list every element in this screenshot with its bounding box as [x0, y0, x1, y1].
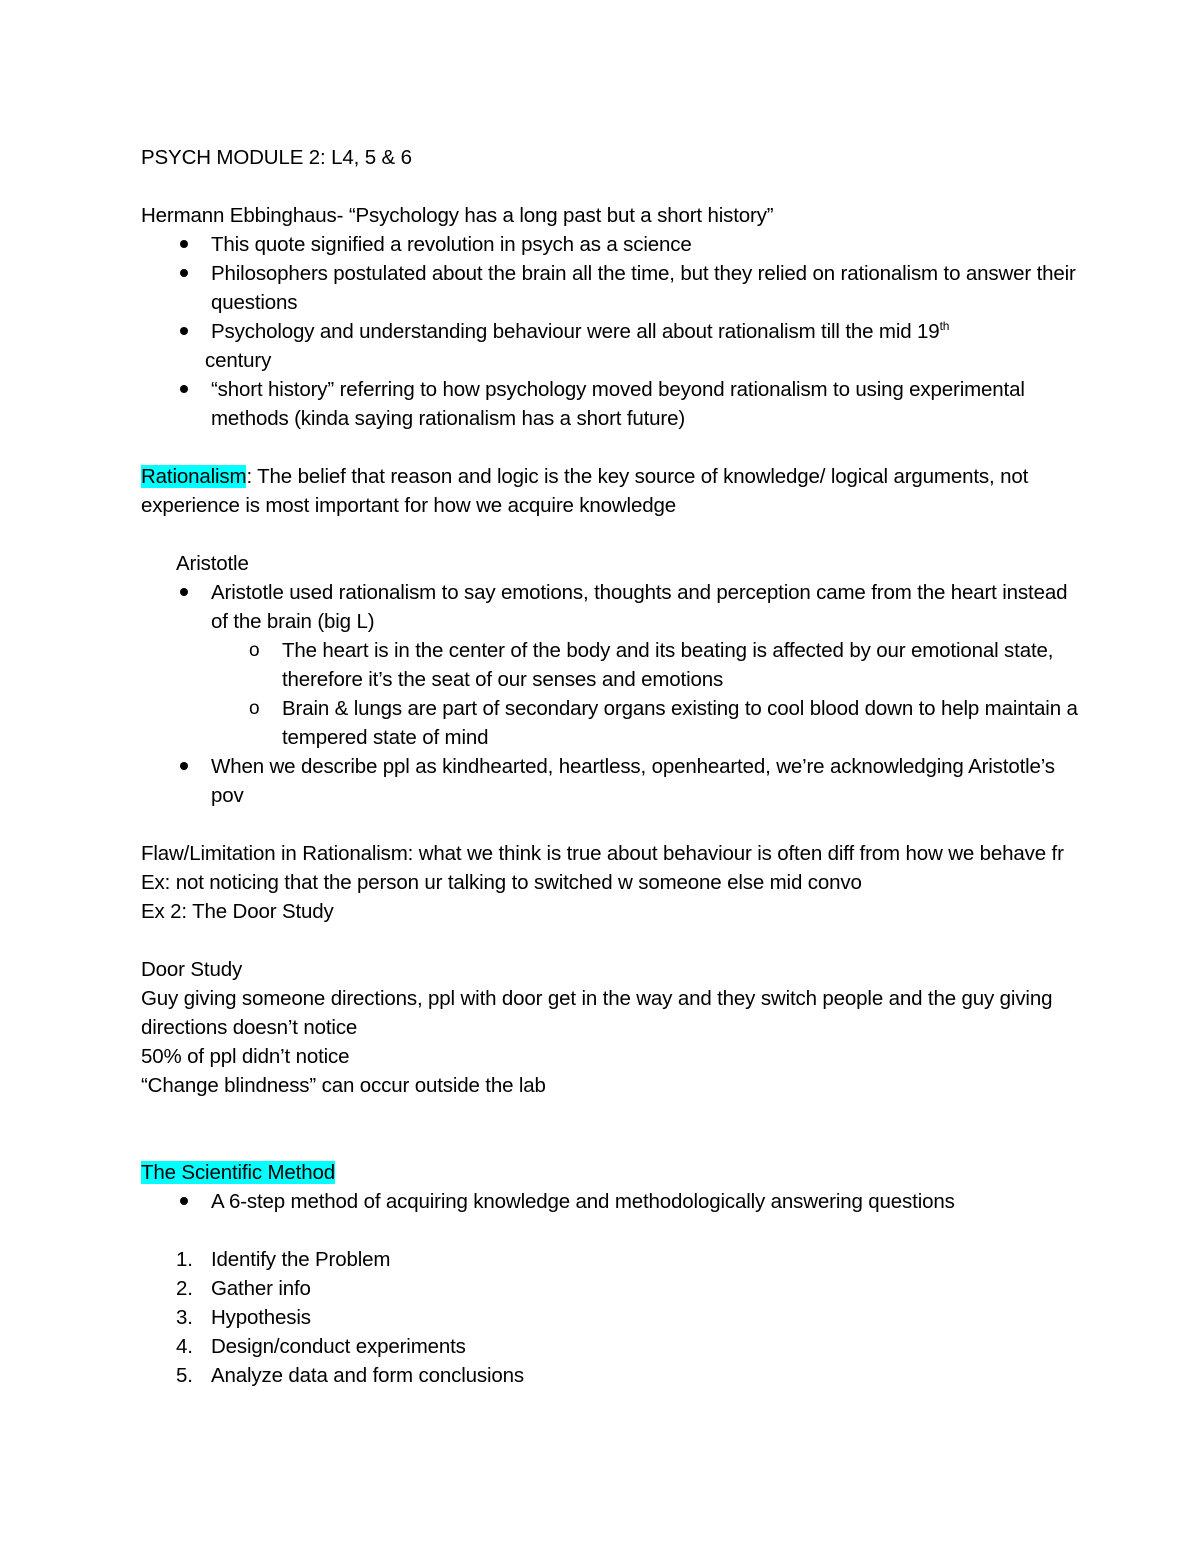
scientific-method-steps	[141, 1245, 1081, 1390]
list-item	[141, 230, 1081, 259]
flaw-example-2: Ex 2: The Door Study	[141, 900, 334, 923]
hollow-bullet-icon: o	[249, 640, 260, 661]
rationalism-definition	[141, 462, 1081, 520]
list-item	[141, 375, 1081, 433]
step-number: 2.	[176, 1277, 193, 1300]
step-number: 4.	[176, 1335, 193, 1358]
aristotle-sub-bullets	[211, 636, 1081, 752]
step-text: Analyze data and form conclusions	[211, 1364, 524, 1387]
step-number: 5.	[176, 1364, 193, 1387]
spacer	[141, 1100, 1081, 1158]
bullet-text: When we describe ppl as kindhearted, heartless, openhearted, we’re acknowledging Aristotle’s pov	[211, 755, 1055, 807]
bullet-icon	[174, 230, 194, 259]
sub-list-item	[211, 694, 1081, 752]
bullet-icon	[174, 752, 194, 781]
bullet-text: A 6-step method of acquiring knowledge and methodologically answering questions	[211, 1190, 955, 1213]
step-item	[141, 1332, 1081, 1361]
bullet-text: Aristotle used rationalism to say emotions, thoughts and perception came from the heart instead of the brain (big L)	[211, 581, 1068, 633]
list-item	[141, 578, 1081, 752]
highlighted-term: Rationalism	[141, 465, 247, 488]
sub-bullet-text: The heart is in the center of the body and its beating is affected by our emotional state, therefore it’s the seat of our senses and emotions	[282, 639, 1054, 691]
list-item	[141, 1187, 1081, 1216]
spacer	[141, 172, 1081, 201]
step-number: 1.	[176, 1248, 193, 1271]
step-text: Gather info	[211, 1277, 311, 1300]
ebbinghaus-heading: Hermann Ebbinghaus- “Psychology has a long past but a short history”	[141, 204, 774, 227]
bullet-icon	[174, 375, 194, 404]
sub-list-item	[211, 636, 1081, 694]
step-item	[141, 1361, 1081, 1390]
bullet-text: “short history” referring to how psychology moved beyond rationalism to using experimental methods (kinda saying rationalism has a short future)	[211, 378, 1025, 430]
aristotle-heading: Aristotle	[176, 552, 249, 575]
definition-text: : The belief that reason and logic is the key source of knowledge/ logical arguments, not experience is most important for how we acquire knowledge	[141, 465, 1029, 517]
door-study-description: Guy giving someone directions, ppl with door get in the way and they switch people and the guy giving directions doesn’t notice	[141, 987, 1053, 1039]
scientific-method-heading-row	[141, 1158, 1081, 1187]
bullet-text: This quote signified a revolution in psych as a science	[211, 233, 692, 256]
bullet-text: Philosophers postulated about the brain all the time, but they relied on rationalism to answer their questions	[211, 262, 1076, 314]
scientific-method-heading: The Scientific Method	[141, 1161, 335, 1184]
step-item	[141, 1303, 1081, 1332]
ebbinghaus-bullets	[141, 230, 1081, 433]
spacer	[141, 810, 1081, 839]
door-study-conclusion: “Change blindness” can occur outside the lab	[141, 1074, 546, 1097]
list-item	[141, 752, 1081, 810]
list-item	[141, 259, 1081, 317]
aristotle-bullets	[141, 578, 1081, 810]
spacer	[141, 1216, 1081, 1245]
bullet-text: Psychology and understanding behaviour were all about rationalism till the mid 19	[211, 320, 940, 343]
step-text: Hypothesis	[211, 1306, 311, 1329]
door-study-result: 50% of ppl didn’t notice	[141, 1045, 350, 1068]
bullet-icon	[174, 578, 194, 607]
bullet-icon	[174, 317, 194, 346]
step-item	[141, 1274, 1081, 1303]
scientific-method-bullets	[141, 1187, 1081, 1216]
spacer	[141, 433, 1081, 462]
bullet-text-continued: century	[205, 349, 272, 372]
door-study-heading: Door Study	[141, 958, 243, 981]
step-text: Identify the Problem	[211, 1248, 391, 1271]
document-title: PSYCH MODULE 2: L4, 5 & 6	[141, 146, 412, 169]
step-text: Design/conduct experiments	[211, 1335, 466, 1358]
spacer	[141, 926, 1081, 955]
bullet-icon	[174, 1187, 194, 1216]
document-page	[141, 143, 1081, 1390]
spacer	[141, 520, 1081, 549]
step-number: 3.	[176, 1306, 193, 1329]
hollow-bullet-icon: o	[249, 698, 260, 719]
step-item	[141, 1245, 1081, 1274]
list-item	[141, 317, 1081, 375]
bullet-icon	[174, 259, 194, 288]
superscript: th	[939, 319, 950, 334]
flaw-example-1: Ex: not noticing that the person ur talking to switched w someone else mid convo	[141, 871, 862, 894]
flaw-statement: Flaw/Limitation in Rationalism: what we think is true about behaviour is often diff from how we behave fr	[141, 842, 1064, 865]
sub-bullet-text: Brain & lungs are part of secondary organs existing to cool blood down to help maintain a tempered state of mind	[282, 697, 1078, 749]
